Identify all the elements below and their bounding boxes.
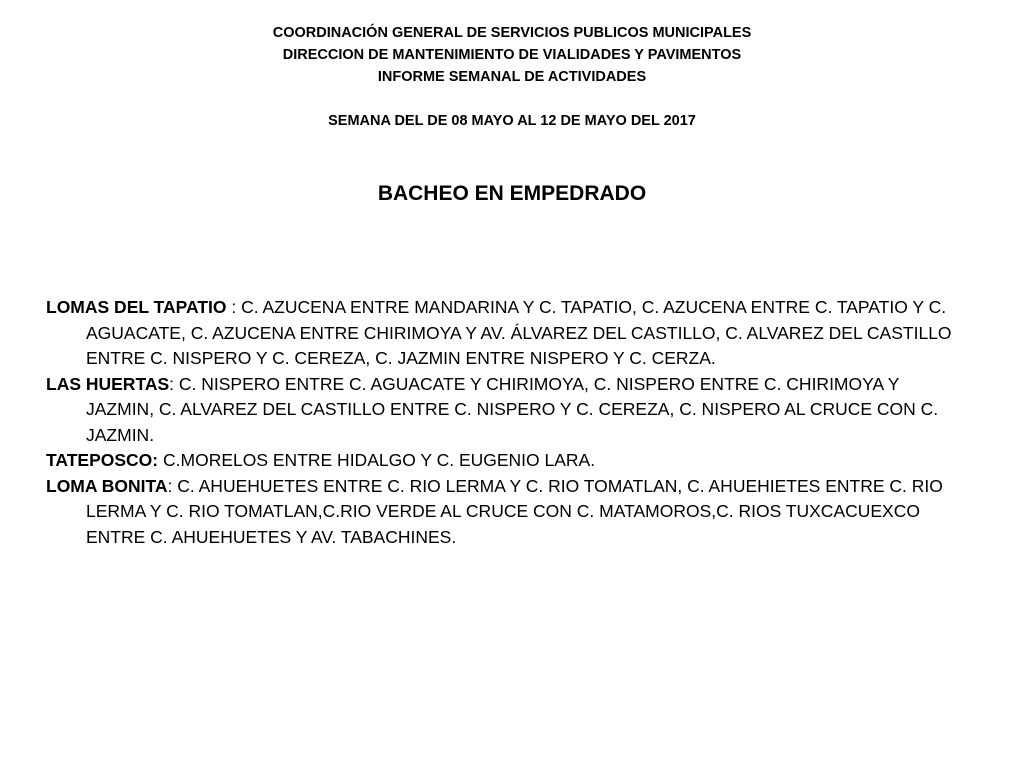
list-item — [46, 448, 961, 474]
activity-list — [46, 295, 961, 550]
header-line-coordinacion: COORDINACIÓN GENERAL DE SERVICIOS PUBLICOS MUNICIPALES — [272, 25, 752, 41]
neighborhood-name: TATEPOSCO: — [46, 450, 159, 470]
street-details: : C. AHUEHUETES ENTRE C. RIO LERMA Y C. RIO TOMATLAN, C. AHUEHIETES ENTRE C. RIO LERMA Y C. RIO TOMATLAN,C.RIO VERDE AL CRUCE CON C. MATAMOROS,C. RIOS TUXCACUEXCO ENTRE C. AHUEHUETES Y AV. TABACHINES. — [86, 475, 943, 547]
street-details: C.MORELOS ENTRE HIDALGO Y C. EUGENIO LARA. — [158, 450, 596, 470]
list-item — [46, 295, 961, 372]
street-details: : C. AZUCENA ENTRE MANDARINA Y C. TAPATIO, C. AZUCENA ENTRE C. TAPATIO Y C. AGUACATE, C. AZUCENA ENTRE CHIRIMOYA Y AV. ÁLVAREZ DEL CASTILLO, C. ALVAREZ DEL CASTILLO ENTRE C. NISPERO Y C. CEREZA, C. JAZMIN ENTRE NISPERO Y C. CERZA. — [86, 297, 952, 368]
list-item — [46, 372, 961, 449]
neighborhood-name: LAS HUERTAS — [46, 373, 170, 394]
header-line-direccion: DIRECCION DE MANTENIMIENTO DE VIALIDADES Y PAVIMENTOS — [282, 47, 742, 63]
section-title: BACHEO EN EMPEDRADO — [377, 182, 647, 205]
document-header — [0, 22, 1024, 132]
header-week-range: SEMANA DEL DE 08 MAYO AL 12 DE MAYO DEL 2017 — [328, 113, 696, 129]
list-item — [46, 474, 961, 551]
neighborhood-name: LOMAS DEL TAPATIO — [46, 297, 227, 317]
neighborhood-name: LOMA BONITA — [46, 475, 168, 496]
header-line-informe: INFORME SEMANAL DE ACTIVIDADES — [377, 69, 647, 85]
street-details: : C. NISPERO ENTRE C. AGUACATE Y CHIRIMOYA, C. NISPERO ENTRE C. CHIRIMOYA Y JAZMIN, C. ALVAREZ DEL CASTILLO ENTRE C. NISPERO Y C. CEREZA, C. NISPERO AL CRUCE CON C. JAZMIN. — [86, 373, 939, 445]
